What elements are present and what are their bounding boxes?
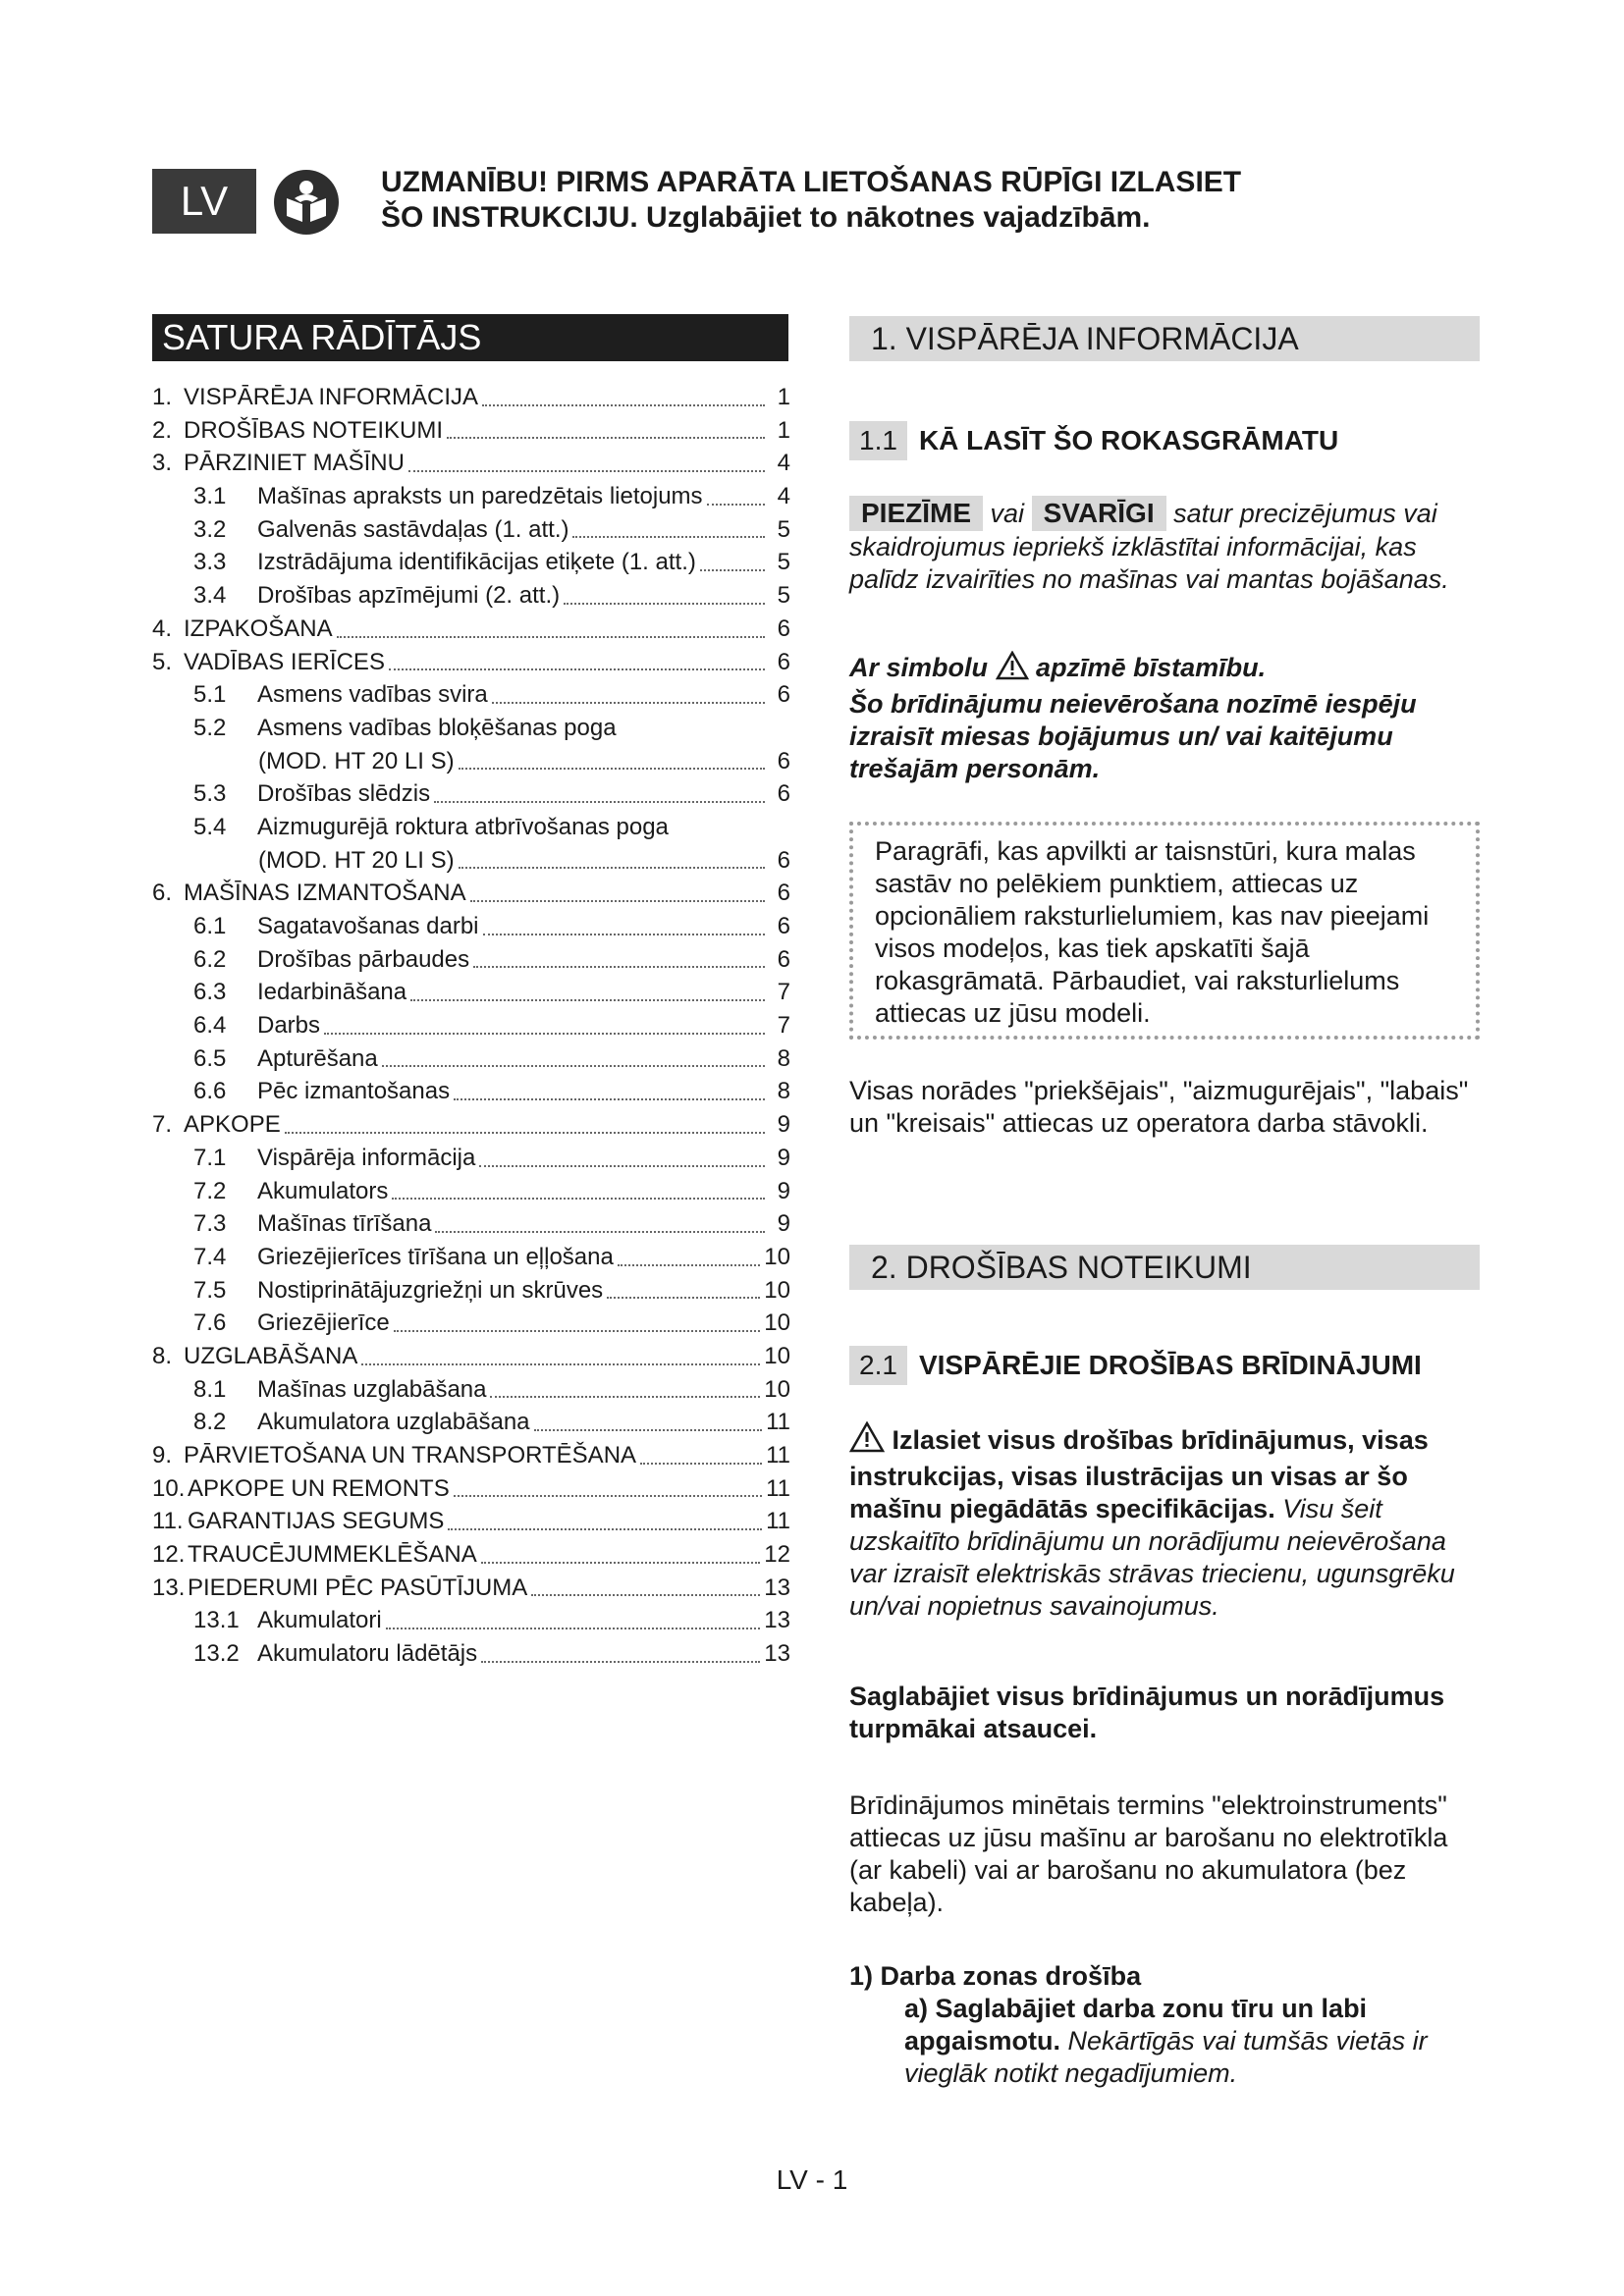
- toc-entry-number: 8.: [152, 1342, 173, 1369]
- toc-entry: [152, 1009, 790, 1042]
- page-number: LV - 1: [776, 2164, 848, 2195]
- toc-entry-number: 13.: [152, 1574, 186, 1601]
- toc-entry-label: VADĪBAS IERĪCES: [184, 648, 385, 675]
- table-of-contents: [152, 381, 790, 1671]
- toc-entry-label: DROŠĪBAS NOTEIKUMI: [184, 416, 444, 444]
- toc-entry: [152, 976, 790, 1009]
- toc-leader-dots: [479, 1164, 765, 1167]
- toc-leader-dots: [700, 568, 765, 571]
- term-paragraph: Brīdinājumos minētais termins "elektroinstruments" attiecas uz jūsu mašīnu ar barošanu no elektrotīkla (ar kabeli) vai ar barošanu no akumulatora (bez kabeļa).: [849, 1790, 1448, 1917]
- toc-entry-number: 5.4: [193, 813, 227, 840]
- read-manual-icon: [273, 169, 340, 236]
- note-tag: PIEZĪME: [849, 496, 983, 531]
- toc-entry-page: 11: [766, 1409, 790, 1436]
- toc-entry-page: 6: [777, 846, 790, 874]
- subsection-title: KĀ LASĪT ŠO ROKASGRĀMATU: [918, 425, 1339, 455]
- toc-entry: [152, 1472, 790, 1506]
- toc-entry-number: 3.: [152, 450, 173, 477]
- toc-entry-number: 3.3: [193, 549, 227, 576]
- toc-entry: [152, 414, 790, 448]
- warning-heading-line2: ŠO INSTRUKCIJU. Uzglabājiet to nākotnes vajadzībām.: [381, 201, 1151, 234]
- toc-entry: [152, 1207, 790, 1241]
- toc-leader-dots: [492, 701, 765, 704]
- toc-leader-dots: [285, 1131, 765, 1134]
- toc-entry: [152, 1241, 790, 1274]
- toc-entry: [152, 1604, 790, 1637]
- toc-entry: [152, 712, 790, 745]
- toc-entry-label: Akumulatori: [257, 1607, 382, 1634]
- toc-entry-page: 1: [777, 384, 790, 410]
- toc-entry-page: 10: [764, 1243, 790, 1270]
- toc-entry-page: 4: [777, 450, 790, 477]
- toc-entry-page: 12: [764, 1541, 790, 1569]
- toc-entry-number: 8.1: [193, 1375, 227, 1403]
- toc-entry-label: (MOD. HT 20 LI S): [258, 846, 455, 874]
- toc-entry-number: 6.3: [193, 979, 227, 1006]
- toc-entry-page: 8: [777, 1044, 790, 1072]
- toc-entry-page: 5: [777, 549, 790, 576]
- toc-leader-dots: [473, 965, 765, 968]
- toc-entry: [152, 1175, 790, 1208]
- toc-entry-number: 3.2: [193, 515, 227, 543]
- toc-entry: [152, 1274, 790, 1308]
- danger-suffix: apzīmē bīstamību.: [1036, 653, 1267, 682]
- toc-entry-number: 13.1: [193, 1607, 240, 1634]
- toc-leader-dots: [434, 800, 765, 803]
- toc-leader-dots: [564, 602, 765, 605]
- toc-entry-number: 7.: [152, 1111, 173, 1139]
- toc-entry-page: 10: [764, 1309, 790, 1337]
- toc-entry-label: Akumulatora uzglabāšana: [257, 1409, 530, 1436]
- toc-entry-label: Apturēšana: [257, 1044, 378, 1072]
- toc-entry: [152, 546, 790, 579]
- toc-entry: [152, 877, 790, 910]
- toc-entry: [152, 1538, 790, 1572]
- toc-entry-label: PĀRZINIET MAŠĪNU: [184, 450, 405, 477]
- read-all-paragraph: [849, 1421, 1480, 1623]
- toc-entry-page: 9: [777, 1144, 790, 1171]
- section1-heading: 1. VISPĀRĒJA INFORMĀCIJA: [849, 316, 1480, 361]
- toc-entry-label: Akumulators: [257, 1177, 389, 1204]
- toc-entry-label: Drošības slēdzis: [257, 780, 431, 808]
- toc-entry-number: 7.1: [193, 1144, 227, 1171]
- toc-entry-page: 7: [777, 979, 790, 1006]
- warning-triangle-icon: [849, 1421, 885, 1461]
- toc-entry-number: 5.2: [193, 714, 227, 741]
- toc-entry: [152, 381, 790, 414]
- toc-leader-dots: [481, 1660, 760, 1663]
- toc-entry-label: VISPĀRĒJA INFORMĀCIJA: [184, 384, 479, 410]
- toc-entry-number: 6.1: [193, 913, 227, 939]
- toc-entry-number: 5.3: [193, 780, 227, 808]
- toc-entry-number: 2.: [152, 416, 173, 444]
- toc-entry-page: 1: [777, 416, 790, 444]
- toc-leader-dots: [386, 1627, 761, 1629]
- toc-entry-page: 6: [777, 614, 790, 642]
- toc-entry: [152, 1406, 790, 1439]
- toc-title: SATURA RĀDĪTĀJS: [152, 314, 788, 361]
- toc-entry-page: 13: [764, 1574, 790, 1601]
- toc-entry: [152, 1307, 790, 1340]
- toc-entry-number: 7.3: [193, 1210, 227, 1238]
- toc-leader-dots: [454, 1097, 765, 1100]
- item-a-italic: Nekārtīgās vai tumšās vietās ir vieglāk notikt negadījumiem.: [904, 2026, 1428, 2088]
- toc-leader-dots: [459, 767, 765, 770]
- section2-heading: 2. DROŠĪBAS NOTEIKUMI: [849, 1245, 1480, 1290]
- toc-entry-label: APKOPE UN REMONTS: [188, 1474, 450, 1502]
- toc-entry-label: Aizmugurējā roktura atbrīvošanas poga: [257, 813, 669, 840]
- toc-leader-dots: [392, 1197, 765, 1200]
- toc-entry: [152, 1572, 790, 1605]
- danger-paragraph: [849, 651, 1480, 785]
- important-tag: SVARĪGI: [1032, 496, 1166, 531]
- section1-1-heading: [849, 421, 1338, 460]
- toc-entry: [152, 613, 790, 646]
- toc-entry: [152, 480, 790, 513]
- toc-entry-label: Mašīnas tīrīšana: [257, 1210, 432, 1238]
- toc-entry-label: IZPAKOŠANA: [184, 614, 333, 642]
- toc-entry-page: 7: [777, 1012, 790, 1040]
- toc-entry: [152, 1142, 790, 1175]
- keep-instructions-paragraph: Saglabājiet visus brīdinājumus un norādījumus turpmākai atsaucei.: [849, 1682, 1445, 1743]
- toc-leader-dots: [361, 1362, 760, 1365]
- toc-entry-page: 9: [777, 1177, 790, 1204]
- toc-entry: [152, 777, 790, 811]
- toc-entry-label: Drošības apzīmējumi (2. att.): [257, 582, 561, 610]
- toc-entry-label: MAŠĪNAS IZMANTOŠANA: [184, 880, 466, 907]
- section2-1-heading: [849, 1346, 1422, 1385]
- toc-entry-number: 6.6: [193, 1078, 227, 1105]
- toc-leader-dots: [481, 1561, 761, 1564]
- toc-leader-dots: [448, 1527, 762, 1530]
- toc-entry-label: Mašīnas uzglabāšana: [257, 1375, 487, 1403]
- toc-leader-dots: [435, 1230, 765, 1233]
- toc-entry-number: 6.5: [193, 1044, 227, 1072]
- toc-entry-label: (MOD. HT 20 LI S): [258, 747, 455, 774]
- toc-entry-number: 4.: [152, 614, 173, 642]
- toc-entry-number: 11.: [152, 1508, 184, 1535]
- toc-entry-label: Vispārēja informācija: [257, 1144, 476, 1171]
- toc-entry-label: PIEDERUMI PĒC PASŪTĪJUMA: [188, 1574, 528, 1601]
- toc-entry-page: 6: [777, 648, 790, 675]
- toc-entry-page: 6: [777, 681, 790, 709]
- toc-entry-page: 5: [777, 515, 790, 543]
- toc-leader-dots: [572, 535, 765, 538]
- toc-entry-number: 12.: [152, 1541, 186, 1569]
- subsection-number: 2.1: [849, 1346, 907, 1385]
- directions-paragraph: Visas norādes "priekšējais", "aizmugurējais", "labais" un "kreisais" attiecas uz operatora darba stāvokli.: [849, 1076, 1469, 1138]
- toc-entry-page: 6: [777, 880, 790, 907]
- toc-entry-number: 3.1: [193, 483, 227, 510]
- toc-entry-label: Nostiprinātājuzgriežņi un skrūves: [257, 1276, 604, 1304]
- toc-entry: [152, 943, 790, 977]
- toc-entry-page: 11: [766, 1474, 790, 1502]
- read-all-italic: Visu šeit uzskaitīto brīdinājumu un norādījumu neievērošana var izraisīt elektriskās strāvas triecienu, ugunsgrēku un/vai nopietnus savainojumus.: [849, 1494, 1455, 1621]
- toc-entry-label: Griezējierīces tīrīšana un eļļošana: [257, 1243, 614, 1270]
- toc-entry: [152, 844, 790, 878]
- toc-entry: [152, 579, 790, 613]
- toc-entry: [152, 1505, 790, 1538]
- language-badge: LV: [152, 169, 256, 234]
- toc-entry-label: Akumulatoru lādētājs: [257, 1640, 478, 1668]
- toc-leader-dots: [483, 933, 766, 935]
- toc-entry-number: 6.4: [193, 1012, 227, 1040]
- toc-entry-page: 6: [777, 913, 790, 939]
- toc-entry-number: 7.2: [193, 1177, 227, 1204]
- toc-entry-label: Asmens vadības svira: [257, 681, 488, 709]
- toc-leader-dots: [324, 1032, 765, 1035]
- toc-leader-dots: [707, 503, 765, 506]
- toc-leader-dots: [618, 1263, 760, 1266]
- work-area-item-a: [849, 1993, 1480, 2090]
- toc-leader-dots: [410, 998, 765, 1001]
- toc-entry-page: 10: [764, 1375, 790, 1403]
- toc-entry-number: 10.: [152, 1474, 186, 1502]
- toc-entry-label: Darbs: [257, 1012, 321, 1040]
- toc-entry-number: 9.: [152, 1442, 173, 1468]
- toc-entry-number: 8.2: [193, 1409, 227, 1436]
- toc-entry-page: 10: [764, 1342, 790, 1369]
- toc-leader-dots: [607, 1296, 760, 1299]
- toc-entry-page: 6: [777, 747, 790, 774]
- toc-entry-label: PĀRVIETOŠANA UN TRANSPORTĒŠANA: [184, 1442, 637, 1468]
- toc-entry-number: 5.1: [193, 681, 227, 709]
- toc-leader-dots: [490, 1395, 760, 1398]
- note-text: precizējumus vai skaidrojumus iepriekš izklāstītai informācijai, kas palīdz izvairīties no mašīnas vai mantas bojāšanas.: [849, 499, 1449, 594]
- toc-entry-page: 9: [777, 1111, 790, 1139]
- toc-entry-page: 9: [777, 1210, 790, 1238]
- toc-entry-number: 1.: [152, 384, 173, 410]
- toc-entry-label: TRAUCĒJUMMEKLĒŠANA: [188, 1541, 477, 1569]
- toc-entry-label: GARANTIJAS SEGUMS: [188, 1508, 445, 1535]
- toc-leader-dots: [459, 866, 765, 869]
- toc-entry: [152, 447, 790, 480]
- toc-leader-dots: [382, 1064, 765, 1067]
- toc-entry: [152, 678, 790, 712]
- toc-leader-dots: [389, 667, 765, 670]
- toc-entry-label: UZGLABĀŠANA: [184, 1342, 358, 1369]
- toc-leader-dots: [531, 1593, 760, 1596]
- word-contain: satur: [1173, 499, 1233, 528]
- toc-leader-dots: [454, 1494, 762, 1497]
- danger-text: Šo brīdinājumu neievērošana nozīmē iespēju izraisīt miesas bojājumus un/ vai kaitējumu trešajām personām.: [849, 689, 1417, 783]
- optional-features-box: [849, 822, 1480, 1040]
- toc-entry-label: Mašīnas apraksts un paredzētais lietojums: [257, 483, 703, 510]
- toc-entry-page: 4: [777, 483, 790, 510]
- toc-entry-label: Galvenās sastāvdaļas (1. att.): [257, 515, 569, 543]
- toc-entry-number: 7.5: [193, 1276, 227, 1304]
- work-area-heading: 1) Darba zonas drošība: [849, 1961, 1142, 1991]
- toc-entry-page: 11: [766, 1508, 790, 1535]
- toc-entry-page: 5: [777, 582, 790, 610]
- toc-entry-label: Iedarbināšana: [257, 979, 407, 1006]
- toc-leader-dots: [640, 1462, 762, 1465]
- danger-prefix: Ar simbolu: [849, 653, 989, 682]
- toc-entry-page: 8: [777, 1078, 790, 1105]
- toc-entry: [152, 811, 790, 844]
- toc-entry: [152, 1439, 790, 1472]
- toc-entry-page: 13: [764, 1640, 790, 1668]
- toc-entry-number: 3.4: [193, 582, 227, 610]
- toc-entry-label: Asmens vadības bloķēšanas poga: [257, 714, 617, 741]
- toc-leader-dots: [470, 899, 765, 902]
- note-paragraph: [849, 496, 1480, 596]
- toc-entry: [152, 1108, 790, 1142]
- toc-leader-dots: [447, 436, 765, 439]
- toc-entry-label: Pēc izmantošanas: [257, 1078, 451, 1105]
- toc-entry-page: 11: [766, 1442, 790, 1468]
- toc-entry: [152, 1637, 790, 1671]
- toc-entry: [152, 1373, 790, 1407]
- toc-entry-number: 7.4: [193, 1243, 227, 1270]
- toc-entry-page: 6: [777, 780, 790, 808]
- toc-entry-page: 10: [764, 1276, 790, 1304]
- warning-heading: UZMANĪBU! PIRMS APARĀTA LIETOŠANAS RŪPĪGI IZLASIET: [381, 166, 1242, 198]
- toc-leader-dots: [482, 403, 765, 406]
- read-all-bold: Izlasiet visus drošības brīdinājumus, visas instrukcijas, visas ilustrācijas un visas ar šo mašīnu piegādātās specifikācijas.: [849, 1425, 1429, 1523]
- toc-entry-page: 13: [764, 1607, 790, 1634]
- word-or: vai: [990, 499, 1025, 528]
- toc-entry: [152, 513, 790, 547]
- toc-entry-label: Izstrādājuma identifikācijas etiķete (1. att.): [257, 549, 696, 576]
- toc-leader-dots: [337, 635, 765, 638]
- toc-entry: [152, 910, 790, 943]
- toc-entry: [152, 646, 790, 679]
- toc-leader-dots: [408, 469, 765, 472]
- warning-triangle-icon: [996, 651, 1029, 688]
- toc-entry-label: APKOPE: [184, 1111, 281, 1139]
- toc-entry-label: Drošības pārbaudes: [257, 945, 470, 973]
- toc-entry-label: Griezējierīce: [257, 1309, 390, 1337]
- item-a-bold: a) Saglabājiet darba zonu tīru un labi apgaismotu.: [904, 1994, 1368, 2056]
- toc-entry-label: Sagatavošanas darbi: [257, 913, 479, 939]
- optional-features-text: Paragrāfi, kas apvilkti ar taisnstūri, kura malas sastāv no pelēkiem punktiem, attiecas uz opcionāliem raksturlielumiem, kas nav pieejami visos modeļos, kas tiek apskatīti šajā rokasgrāmatā. Pārbaudiet, vai raksturlielums attiecas uz jūsu modeli.: [875, 836, 1430, 1028]
- toc-entry: [152, 1042, 790, 1076]
- toc-entry-number: 6.: [152, 880, 173, 907]
- toc-entry-number: 13.2: [193, 1640, 240, 1668]
- toc-entry-number: 7.6: [193, 1309, 227, 1337]
- subsection-number: 1.1: [849, 421, 907, 460]
- toc-entry-number: 5.: [152, 648, 173, 675]
- toc-leader-dots: [534, 1428, 763, 1431]
- toc-leader-dots: [394, 1329, 761, 1332]
- toc-entry: [152, 1075, 790, 1108]
- subsection-title: VISPĀRĒJIE DROŠĪBAS BRĪDINĀJUMI: [918, 1350, 1422, 1380]
- toc-entry: [152, 1340, 790, 1373]
- toc-entry-number: 6.2: [193, 945, 227, 973]
- toc-entry-page: 6: [777, 945, 790, 973]
- toc-entry: [152, 745, 790, 778]
